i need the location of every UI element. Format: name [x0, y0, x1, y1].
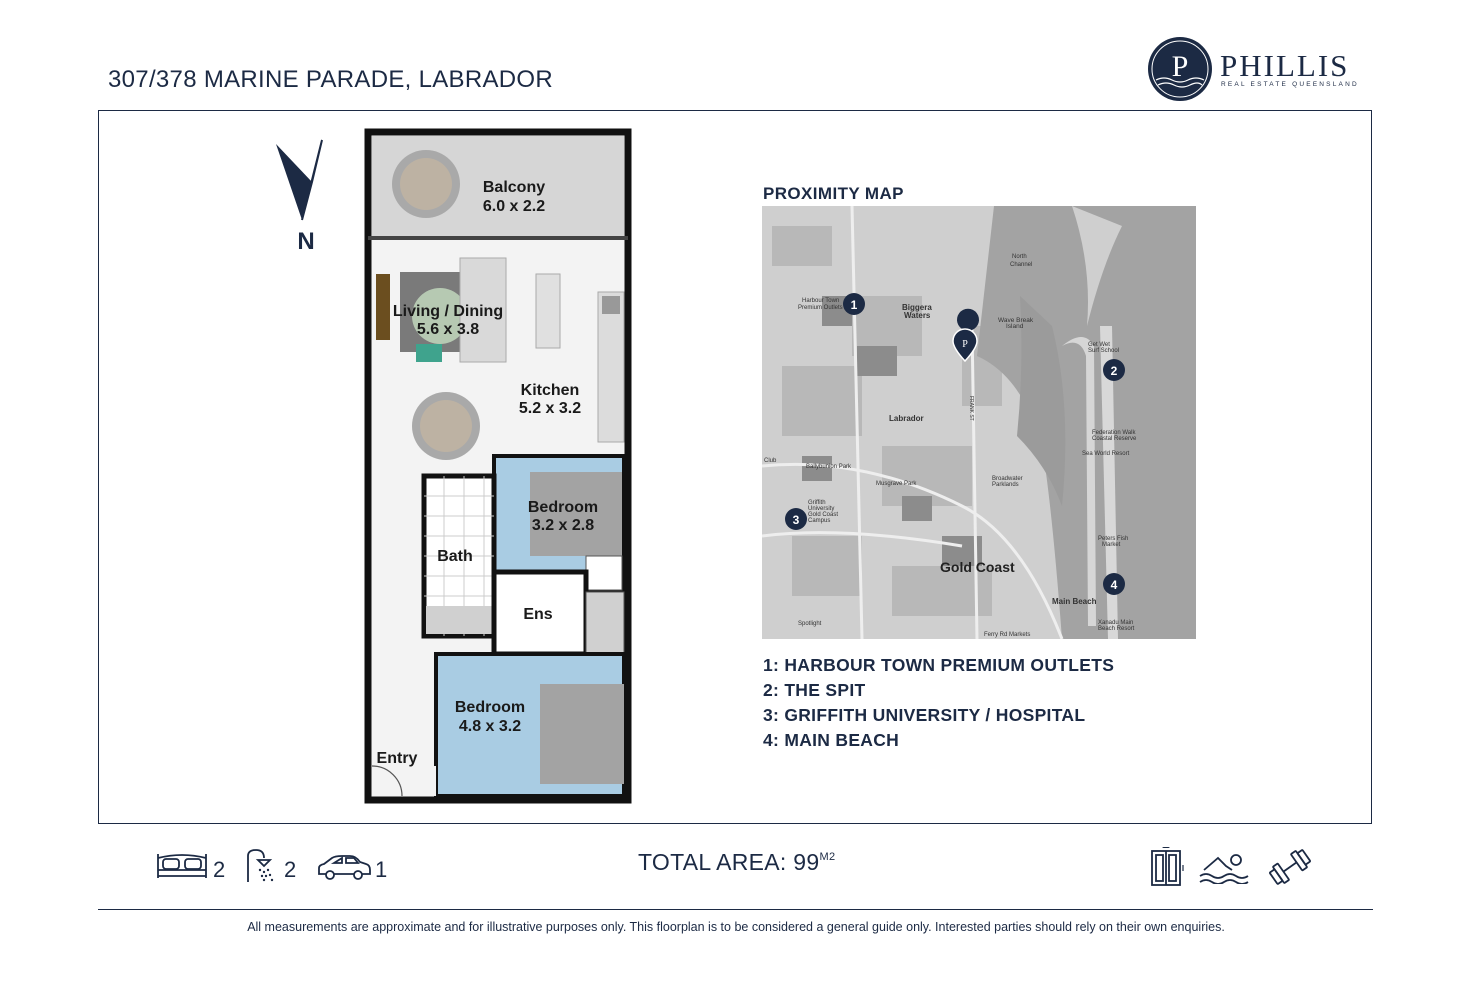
- map-label-harbour: Harbour Town: [802, 298, 840, 304]
- bed-2-icon: [540, 684, 624, 784]
- svg-text:Kitchen: Kitchen: [520, 382, 580, 399]
- map-label-ferry: Ferry Rd Markets: [984, 632, 1031, 638]
- map-label-broadwater: Broadwater: [992, 476, 1023, 482]
- map-label-north: North: [1012, 254, 1027, 260]
- svg-text:4: 4: [1110, 578, 1118, 592]
- tv-unit-icon: [376, 274, 390, 340]
- svg-text:5.6 x 3.8: 5.6 x 3.8: [416, 321, 480, 338]
- total-area-unit-power: 2: [828, 851, 836, 863]
- map-label-xanadu: Xanadu Main: [1098, 620, 1134, 626]
- map-label-federation: Federation Walk: [1092, 430, 1136, 436]
- svg-text:Bedroom: Bedroom: [454, 699, 526, 716]
- proximity-item-1: 1: HARBOUR TOWN PREMIUM OUTLETS: [763, 655, 1115, 675]
- svg-text:Bath: Bath: [437, 548, 473, 565]
- svg-text:1: 1: [850, 298, 858, 312]
- svg-text:6.0 x 2.2: 6.0 x 2.2: [482, 198, 546, 215]
- svg-text:Balcony: Balcony: [482, 179, 546, 196]
- shower-icon: [244, 848, 282, 884]
- map-marker-1[interactable]: [843, 293, 865, 315]
- proximity-map-title: PROXIMITY MAP: [763, 184, 904, 203]
- kitchen-bench-icon: [598, 292, 624, 442]
- north-arrow-icon: [272, 136, 328, 256]
- proximity-item-4: 4: MAIN BEACH: [763, 730, 900, 750]
- elevator-icon: [1150, 847, 1186, 887]
- entry-area: [372, 654, 436, 796]
- parking-count: 1: [375, 857, 388, 882]
- room-label-ensuite: [523, 606, 552, 623]
- map-label-harbour-2: Premium Outlets: [798, 305, 843, 311]
- bathroom-count: 2: [284, 857, 297, 882]
- map-marker-2[interactable]: [1103, 359, 1125, 381]
- shower-icon: [426, 606, 492, 634]
- room-label-bath: [437, 548, 473, 565]
- property-address: 307/378 MARINE PARADE, LABRADOR: [108, 66, 554, 93]
- map-label-ballybunion: Ballybunion Park: [806, 464, 852, 470]
- map-label-griffith-2: University: [808, 506, 835, 512]
- wardrobe-1-icon: [586, 556, 622, 590]
- brand-name: PHILLIS: [1220, 48, 1350, 83]
- svg-text:P: P: [962, 339, 968, 350]
- ensuite-shower-icon: [586, 592, 624, 654]
- gym-icon: [1266, 848, 1314, 886]
- floor-plan: [360, 126, 636, 806]
- cooktop-icon: [602, 296, 620, 314]
- room-label-bedroom-1: [528, 499, 598, 534]
- svg-text:2: 2: [1110, 364, 1118, 378]
- map-label-peters-2: Market: [1102, 542, 1121, 548]
- svg-text:Bedroom: Bedroom: [527, 499, 599, 516]
- room-label-entry: [377, 750, 418, 767]
- map-label-musgrave: Musgrave Park: [876, 481, 917, 487]
- disclaimer-text: All measurements are approximate and for illustrative purposes only. This floorplan is to be considered a general guide only. Interested parties should rely on their own enquiries.: [247, 920, 1225, 934]
- proximity-list: [763, 653, 1114, 753]
- total-area-label: TOTAL AREA: 99: [638, 849, 820, 875]
- svg-text:5.2 x 3.2: 5.2 x 3.2: [518, 400, 582, 417]
- svg-text:3: 3: [792, 513, 800, 527]
- map-label-griffith-4: Campus: [808, 518, 831, 524]
- map-label-club: Club: [764, 458, 777, 464]
- map-label-biggera: Biggera: [902, 303, 932, 312]
- map-label-wave-break-2: Island: [1006, 323, 1024, 330]
- map-label-federation-2: Coastal Reserve: [1092, 436, 1137, 442]
- map-label-peters: Peters Fish: [1098, 536, 1129, 542]
- map-label-griffith: Griffith: [808, 500, 826, 506]
- map-label-xanadu-2: Beach Resort: [1098, 626, 1135, 632]
- swimming-icon: [1198, 850, 1250, 884]
- map-label-wave-break: Wave Break: [998, 317, 1034, 324]
- map-label-griffith-3: Gold Coast: [808, 512, 839, 518]
- map-label-seaworld: Sea World Resort: [1082, 451, 1130, 457]
- bedroom-count: 2: [213, 857, 226, 882]
- kitchen-island-icon: [536, 274, 560, 348]
- svg-text:3.2 x 2.8: 3.2 x 2.8: [531, 517, 595, 534]
- armchair-icon: [416, 344, 442, 362]
- map-marker-4[interactable]: [1103, 573, 1125, 595]
- logo-initial: P: [1171, 50, 1189, 83]
- map-label-surf: Get Wet: [1088, 342, 1110, 348]
- map-label-main-beach: Main Beach: [1052, 597, 1097, 606]
- bed-icon: [154, 850, 210, 882]
- map-label-frank-st: FRANK ST: [968, 396, 974, 421]
- dining-table-icon: [412, 392, 480, 460]
- proximity-item-3: 3: GRIFFITH UNIVERSITY / HOSPITAL: [763, 705, 1086, 725]
- map-label-gold-coast: Gold Coast: [940, 559, 1015, 575]
- total-area-unit: M: [819, 851, 829, 863]
- car-icon: [316, 854, 372, 882]
- room-label-kitchen: [519, 382, 581, 417]
- svg-text:Living / Dining: Living / Dining: [392, 303, 504, 320]
- footer-divider: [98, 909, 1373, 910]
- north-letter: N: [297, 228, 315, 255]
- map-marker-3[interactable]: [785, 508, 807, 530]
- svg-text:Ens: Ens: [523, 606, 553, 623]
- proximity-map: [762, 206, 1196, 639]
- map-label-north-2: Channel: [1010, 262, 1033, 268]
- map-label-labrador: Labrador: [889, 414, 924, 423]
- balcony-table-icon: [392, 150, 460, 218]
- total-area: [638, 849, 835, 876]
- brand-tagline: REAL ESTATE QUEENSLAND: [1221, 81, 1359, 88]
- proximity-item-2: 2: THE SPIT: [763, 680, 866, 700]
- map-label-surf-2: Surf School: [1088, 348, 1120, 354]
- map-label-broadwater-2: Parklands: [992, 482, 1019, 488]
- svg-text:4.8 x 3.2: 4.8 x 3.2: [458, 718, 522, 735]
- map-label-spotlight: Spotlight: [798, 621, 822, 627]
- svg-text:Entry: Entry: [376, 750, 418, 767]
- map-label-biggera-2: Waters: [904, 311, 931, 320]
